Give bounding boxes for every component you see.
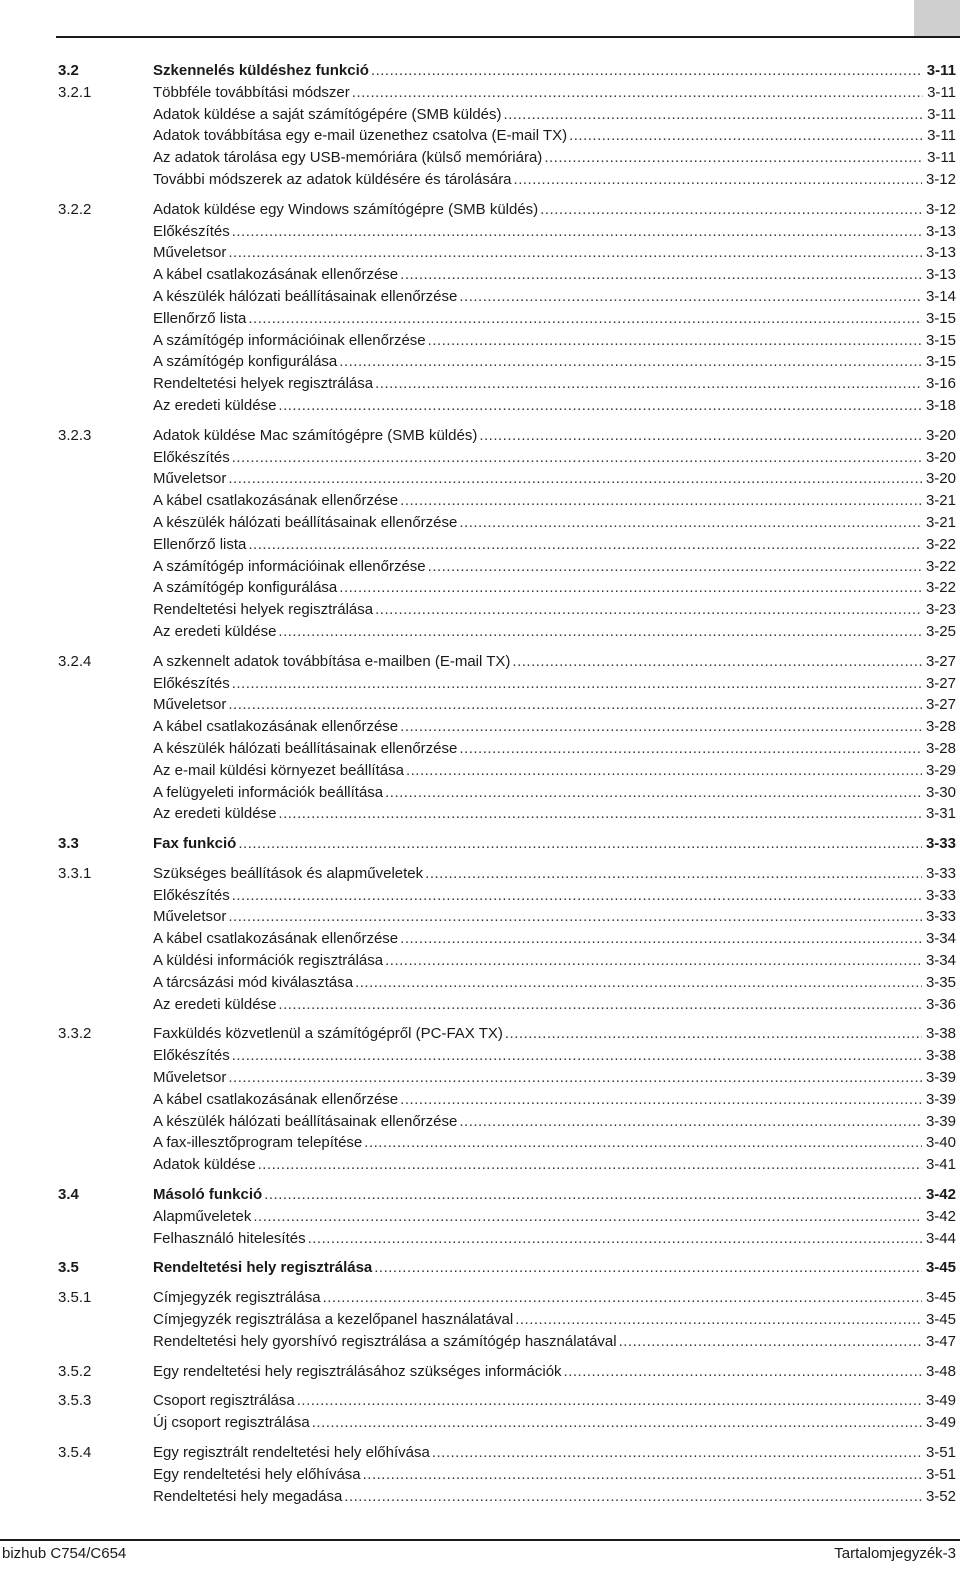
toc-entry[interactable]	[58, 330, 956, 352]
toc-leader-dots	[228, 906, 922, 928]
toc-entry-page: 3-48	[925, 1362, 956, 1380]
toc-entry[interactable]	[58, 425, 956, 447]
toc-leader-dots	[569, 125, 923, 147]
toc-leader-dots	[385, 950, 922, 972]
toc-leader-dots	[238, 833, 922, 855]
toc-entry[interactable]	[58, 1442, 956, 1464]
toc-leader-dots	[459, 1111, 922, 1133]
toc-entry[interactable]	[58, 972, 956, 994]
toc-entry-title: A számítógép információinak ellenőrzése	[153, 331, 426, 349]
toc-entry[interactable]	[58, 351, 956, 373]
toc-entry[interactable]	[58, 782, 956, 804]
toc-entry[interactable]	[58, 994, 956, 1016]
toc-entry[interactable]	[58, 738, 956, 760]
toc-entry-page: 3-41	[925, 1156, 956, 1174]
toc-leader-dots	[400, 264, 922, 286]
toc-entry-title: Ellenőrző lista	[153, 309, 247, 327]
toc-leader-dots	[564, 1361, 922, 1383]
toc-entry[interactable]	[58, 60, 956, 82]
toc-entry-number: 3.2.1	[58, 83, 92, 101]
toc-leader-dots	[232, 673, 922, 695]
toc-leader-dots	[512, 651, 922, 673]
toc-entry-title: Címjegyzék regisztrálása a kezelőpanel használatával	[153, 1311, 514, 1329]
toc-leader-dots	[363, 1464, 922, 1486]
toc-entry-title: A kábel csatlakozásának ellenőrzése	[153, 266, 399, 284]
toc-entry-page: 3-20	[925, 470, 956, 488]
toc-entry-title: A szkennelt adatok továbbítása e-mailben (E-mail TX)	[153, 652, 511, 670]
toc-entry-title: A fax-illesztőprogram telepítése	[153, 1134, 363, 1152]
toc-entry[interactable]	[58, 286, 956, 308]
toc-entry[interactable]	[58, 1111, 956, 1133]
toc-leader-dots	[505, 1023, 922, 1045]
toc-entry-title: Műveletsor	[153, 908, 227, 926]
toc-entry[interactable]	[58, 104, 956, 126]
toc-entry-page: 3-39	[925, 1090, 956, 1108]
toc-entry-page: 3-33	[925, 864, 956, 882]
toc-entry-title: Előkészítés	[153, 448, 230, 466]
toc-leader-dots	[504, 104, 924, 126]
toc-entry-title: Előkészítés	[153, 886, 230, 904]
toc-leader-dots	[278, 621, 922, 643]
toc-entry-title: Másoló funkció	[153, 1186, 263, 1204]
toc-entry[interactable]	[58, 1331, 956, 1353]
toc-entry-page: 3-34	[925, 930, 956, 948]
toc-entry-title: Egy rendeltetési hely regisztrálásához szükséges információk	[153, 1362, 562, 1380]
toc-entry[interactable]	[58, 1287, 956, 1309]
toc-entry-title: Címjegyzék regisztrálása	[153, 1289, 321, 1307]
toc-entry[interactable]	[58, 803, 956, 825]
toc-entry-page: 3-22	[925, 535, 956, 553]
toc-leader-dots	[371, 60, 923, 82]
toc-entry-title: A küldési információk regisztrálása	[153, 952, 384, 970]
toc-leader-dots	[258, 1154, 922, 1176]
toc-leader-dots	[232, 221, 922, 243]
toc-entry-number: 3.4	[58, 1186, 79, 1204]
toc-entry-page: 3-51	[925, 1465, 956, 1483]
toc-entry-page: 3-21	[925, 492, 956, 510]
toc-leader-dots	[228, 694, 922, 716]
toc-entry[interactable]	[58, 1184, 956, 1206]
toc-entry-title: Adatok továbbítása egy e-mail üzenethez csatolva (E-mail TX)	[153, 127, 568, 145]
toc-entry[interactable]	[58, 373, 956, 395]
toc-entry[interactable]	[58, 863, 956, 885]
toc-entry-number: 3.2.3	[58, 426, 92, 444]
toc-leader-dots	[515, 1309, 922, 1331]
toc-entry-title: Előkészítés	[153, 222, 230, 240]
toc-entry-page: 3-38	[925, 1025, 956, 1043]
toc-entry[interactable]	[58, 694, 956, 716]
toc-entry-page: 3-12	[925, 170, 956, 188]
toc-entry-page: 3-21	[925, 513, 956, 531]
toc-entry-number: 3.2	[58, 62, 79, 79]
toc-entry-number: 3.3.1	[58, 864, 92, 882]
toc-leader-dots	[339, 577, 922, 599]
toc-leader-dots	[400, 1089, 922, 1111]
toc-entry-page: 3-33	[925, 908, 956, 926]
toc-entry-page: 3-22	[925, 579, 956, 597]
toc-entry-page: 3-29	[925, 761, 956, 779]
toc-entry-page: 3-52	[925, 1487, 956, 1505]
corner-tab	[914, 0, 960, 38]
toc-leader-dots	[264, 1184, 922, 1206]
toc-entry[interactable]	[58, 242, 956, 264]
toc-entry-number: 3.2.4	[58, 652, 92, 670]
toc-entry-page: 3-23	[925, 601, 956, 619]
toc-entry-title: Az eredeti küldése	[153, 995, 277, 1013]
toc-entry-title: Az eredeti küldése	[153, 396, 277, 414]
toc-entry-page: 3-22	[925, 557, 956, 575]
toc-entry[interactable]	[58, 833, 956, 855]
toc-entry-title: Ellenőrző lista	[153, 535, 247, 553]
toc-entry-title: A kábel csatlakozásának ellenőrzése	[153, 718, 399, 736]
toc-entry-page: 3-11	[927, 127, 956, 145]
toc-entry-page: 3-20	[925, 426, 956, 444]
toc-entry-title: A készülék hálózati beállításainak ellenőrzése	[153, 287, 458, 305]
toc-entry-page: 3-45	[925, 1289, 956, 1307]
toc-entry[interactable]	[58, 1023, 956, 1045]
toc-entry-page: 3-30	[925, 783, 956, 801]
toc-entry[interactable]	[58, 512, 956, 534]
footer-product: bizhub C754/C654	[2, 1545, 127, 1562]
toc-leader-dots	[432, 1442, 922, 1464]
toc-entry-page: 3-13	[925, 266, 956, 284]
toc-entry-title: A számítógép információinak ellenőrzése	[153, 557, 426, 575]
toc-entry-number: 3.5.4	[58, 1444, 92, 1462]
toc-leader-dots	[425, 863, 922, 885]
toc-entry-page: 3-47	[925, 1332, 956, 1350]
toc-entry-title: Felhasználó hitelesítés	[153, 1229, 306, 1247]
toc-leader-dots	[232, 447, 922, 469]
toc-leader-dots	[308, 1228, 922, 1250]
toc-entry-page: 3-49	[925, 1392, 956, 1410]
toc-entry-title: Rendeltetési hely gyorshívó regisztrálása a számítógép használatával	[153, 1332, 617, 1350]
toc-leader-dots	[364, 1132, 922, 1154]
toc-entry-page: 3-15	[925, 331, 956, 349]
toc-entry[interactable]	[58, 395, 956, 417]
toc-entry[interactable]	[58, 1486, 956, 1508]
toc-entry-title: Műveletsor	[153, 696, 227, 714]
toc-entry-title: Rendeltetési hely megadása	[153, 1487, 343, 1505]
toc-entry[interactable]	[58, 673, 956, 695]
toc-leader-dots	[619, 1331, 922, 1353]
toc-entry-page: 3-28	[925, 739, 956, 757]
toc-leader-dots	[385, 782, 922, 804]
toc-entry-page: 3-33	[925, 835, 956, 853]
toc-entry-page: 3-14	[925, 287, 956, 305]
toc-entry-title: Műveletsor	[153, 1069, 227, 1087]
toc-entry-page: 3-36	[925, 995, 956, 1013]
toc-entry[interactable]	[58, 1154, 956, 1176]
toc-leader-dots	[323, 1287, 922, 1309]
toc-entry[interactable]	[58, 125, 956, 147]
toc-entry-number: 3.2.2	[58, 200, 92, 218]
toc-entry[interactable]	[58, 885, 956, 907]
toc-entry-page: 3-40	[925, 1134, 956, 1152]
toc-leader-dots	[253, 1206, 922, 1228]
toc-leader-dots	[312, 1412, 922, 1434]
toc-entry-title: Rendeltetési helyek regisztrálása	[153, 375, 374, 393]
toc-leader-dots	[232, 885, 922, 907]
toc-entry-page: 3-27	[925, 652, 956, 670]
toc-entry-title: A készülék hálózati beállításainak ellenőrzése	[153, 1112, 458, 1130]
toc-entry[interactable]	[58, 1464, 956, 1486]
toc-entry-title: Fax funkció	[153, 835, 237, 853]
toc-entry-page: 3-27	[925, 674, 956, 692]
toc-entry-title: Műveletsor	[153, 470, 227, 488]
toc-entry-page: 3-39	[925, 1069, 956, 1087]
toc-entry-page: 3-49	[925, 1414, 956, 1432]
toc-entry-number: 3.5.1	[58, 1289, 92, 1307]
table-of-contents	[58, 60, 956, 1507]
toc-entry[interactable]	[58, 468, 956, 490]
toc-leader-dots	[400, 490, 922, 512]
toc-entry[interactable]	[58, 1228, 956, 1250]
toc-entry-title: A készülék hálózati beállításainak ellenőrzése	[153, 513, 458, 531]
toc-leader-dots	[344, 1486, 922, 1508]
toc-entry-title: Előkészítés	[153, 1047, 230, 1065]
toc-entry-title: Az eredeti küldése	[153, 805, 277, 823]
toc-entry[interactable]	[58, 928, 956, 950]
toc-entry-page: 3-25	[925, 622, 956, 640]
toc-entry-page: 3-34	[925, 952, 956, 970]
toc-entry-page: 3-15	[925, 353, 956, 371]
toc-entry-page: 3-11	[926, 62, 956, 79]
toc-leader-dots	[228, 1067, 922, 1089]
toc-entry-title: Szükséges beállítások és alapműveletek	[153, 864, 424, 882]
toc-entry-page: 3-15	[925, 309, 956, 327]
toc-entry[interactable]	[58, 577, 956, 599]
toc-entry[interactable]	[58, 1361, 956, 1383]
toc-entry-title: Faxküldés közvetlenül a számítógépről (PC-FAX TX)	[153, 1025, 503, 1043]
toc-entry-page: 3-13	[925, 244, 956, 262]
toc-entry[interactable]	[58, 221, 956, 243]
toc-entry[interactable]	[58, 556, 956, 578]
toc-entry-page: 3-11	[927, 83, 956, 101]
toc-leader-dots	[400, 716, 922, 738]
toc-entry-title: Adatok küldése	[153, 1156, 256, 1174]
toc-entry-title: Előkészítés	[153, 674, 230, 692]
toc-entry-page: 3-11	[927, 105, 956, 123]
toc-entry[interactable]	[58, 534, 956, 556]
toc-leader-dots	[375, 373, 922, 395]
toc-leader-dots	[248, 534, 922, 556]
toc-leader-dots	[514, 169, 922, 191]
toc-entry-page: 3-42	[925, 1207, 956, 1225]
top-rule	[56, 36, 960, 38]
toc-entry-title: Alapműveletek	[153, 1207, 252, 1225]
toc-entry[interactable]	[58, 599, 956, 621]
toc-entry-page: 3-16	[925, 375, 956, 393]
toc-entry-number: 3.5.2	[58, 1362, 92, 1380]
toc-entry-title: Adatok küldése Mac számítógépre (SMB küldés)	[153, 426, 478, 444]
toc-leader-dots	[544, 147, 923, 169]
toc-entry-title: A felügyeleti információk beállítása	[153, 783, 384, 801]
toc-leader-dots	[540, 199, 922, 221]
toc-leader-dots	[374, 1257, 922, 1279]
toc-entry[interactable]	[58, 264, 956, 286]
toc-entry[interactable]	[58, 82, 956, 104]
toc-entry-title: Csoport regisztrálása	[153, 1392, 295, 1410]
toc-leader-dots	[339, 351, 922, 373]
toc-entry-title: Adatok küldése a saját számítógépére (SMB küldés)	[153, 105, 502, 123]
toc-entry-page: 3-28	[925, 718, 956, 736]
toc-entry-page: 3-13	[925, 222, 956, 240]
toc-entry[interactable]	[58, 199, 956, 221]
toc-entry-title: Új csoport regisztrálása	[153, 1414, 310, 1432]
toc-entry[interactable]	[58, 447, 956, 469]
toc-entry[interactable]	[58, 760, 956, 782]
toc-entry-title: A készülék hálózati beállításainak ellenőrzése	[153, 739, 458, 757]
toc-leader-dots	[428, 330, 922, 352]
toc-entry-page: 3-20	[925, 448, 956, 466]
toc-entry-page: 3-42	[925, 1186, 956, 1204]
footer-page-label: Tartalomjegyzék-3	[834, 1545, 956, 1562]
toc-entry[interactable]	[58, 1390, 956, 1412]
toc-entry[interactable]	[58, 1257, 956, 1279]
toc-entry-page: 3-12	[925, 200, 956, 218]
toc-entry-page: 3-39	[925, 1112, 956, 1130]
toc-entry-title: Rendeltetési helyek regisztrálása	[153, 601, 374, 619]
toc-entry-number: 3.3.2	[58, 1025, 92, 1043]
toc-entry-page: 3-18	[925, 396, 956, 414]
toc-entry[interactable]	[58, 147, 956, 169]
toc-leader-dots	[406, 760, 922, 782]
toc-entry-page: 3-35	[925, 973, 956, 991]
toc-entry-page: 3-45	[925, 1311, 956, 1329]
toc-entry-number: 3.5	[58, 1259, 79, 1277]
toc-entry-title: Adatok küldése egy Windows számítógépre (SMB küldés)	[153, 200, 539, 218]
toc-leader-dots	[479, 425, 922, 447]
toc-leader-dots	[375, 599, 922, 621]
toc-entry-number: 3.3	[58, 835, 79, 853]
toc-entry[interactable]	[58, 1206, 956, 1228]
toc-entry-title: Az e-mail küldési környezet beállítása	[153, 761, 404, 779]
toc-entry-page: 3-38	[925, 1047, 956, 1065]
toc-entry-title: A számítógép konfigurálása	[153, 353, 338, 371]
toc-entry-title: Egy regisztrált rendeltetési hely előhívása	[153, 1444, 430, 1462]
toc-entry[interactable]	[58, 1045, 956, 1067]
toc-entry-title: A kábel csatlakozásának ellenőrzése	[153, 1090, 399, 1108]
toc-leader-dots	[278, 803, 922, 825]
toc-entry-page: 3-51	[925, 1444, 956, 1462]
toc-entry[interactable]	[58, 950, 956, 972]
toc-entry[interactable]	[58, 1132, 956, 1154]
toc-entry[interactable]	[58, 308, 956, 330]
toc-leader-dots	[232, 1045, 922, 1067]
toc-leader-dots	[459, 286, 922, 308]
toc-entry[interactable]	[58, 490, 956, 512]
toc-entry[interactable]	[58, 1309, 956, 1331]
toc-entry[interactable]	[58, 169, 956, 191]
toc-leader-dots	[355, 972, 922, 994]
toc-entry-title: Egy rendeltetési hely előhívása	[153, 1465, 361, 1483]
toc-entry-title: Az adatok tárolása egy USB-memóriára (külső memóriára)	[153, 149, 543, 167]
toc-entry-title: Rendeltetési hely regisztrálása	[153, 1259, 373, 1277]
toc-entry[interactable]	[58, 716, 956, 738]
toc-entry[interactable]	[58, 1412, 956, 1434]
toc-entry[interactable]	[58, 621, 956, 643]
toc-entry-page: 3-31	[925, 805, 956, 823]
toc-leader-dots	[400, 928, 922, 950]
toc-leader-dots	[352, 82, 923, 104]
bottom-rule	[0, 1539, 960, 1541]
toc-entry-title: Műveletsor	[153, 244, 227, 262]
toc-entry-page: 3-44	[925, 1229, 956, 1247]
toc-leader-dots	[428, 556, 922, 578]
toc-entry-page: 3-33	[925, 886, 956, 904]
toc-entry[interactable]	[58, 1067, 956, 1089]
toc-entry-title: További módszerek az adatok küldésére és tárolására	[153, 170, 512, 188]
toc-entry-page: 3-45	[925, 1259, 956, 1277]
toc-entry-page: 3-11	[927, 149, 956, 167]
toc-entry-title: A számítógép konfigurálása	[153, 579, 338, 597]
toc-entry-title: A kábel csatlakozásának ellenőrzése	[153, 930, 399, 948]
toc-leader-dots	[228, 242, 922, 264]
toc-leader-dots	[228, 468, 922, 490]
toc-leader-dots	[459, 512, 922, 534]
toc-leader-dots	[459, 738, 922, 760]
toc-entry-title: Szkennelés küldéshez funkció	[153, 62, 369, 79]
toc-entry-title: Az eredeti küldése	[153, 622, 277, 640]
toc-entry[interactable]	[58, 1089, 956, 1111]
toc-leader-dots	[297, 1390, 922, 1412]
toc-entry[interactable]	[58, 906, 956, 928]
toc-entry-title: A tárcsázási mód kiválasztása	[153, 973, 354, 991]
toc-entry-title: Többféle továbbítási módszer	[153, 83, 350, 101]
toc-leader-dots	[278, 994, 922, 1016]
toc-entry-page: 3-27	[925, 696, 956, 714]
toc-entry[interactable]	[58, 651, 956, 673]
toc-entry-number: 3.5.3	[58, 1392, 92, 1410]
toc-leader-dots	[278, 395, 922, 417]
toc-leader-dots	[248, 308, 922, 330]
toc-entry-title: A kábel csatlakozásának ellenőrzése	[153, 492, 399, 510]
